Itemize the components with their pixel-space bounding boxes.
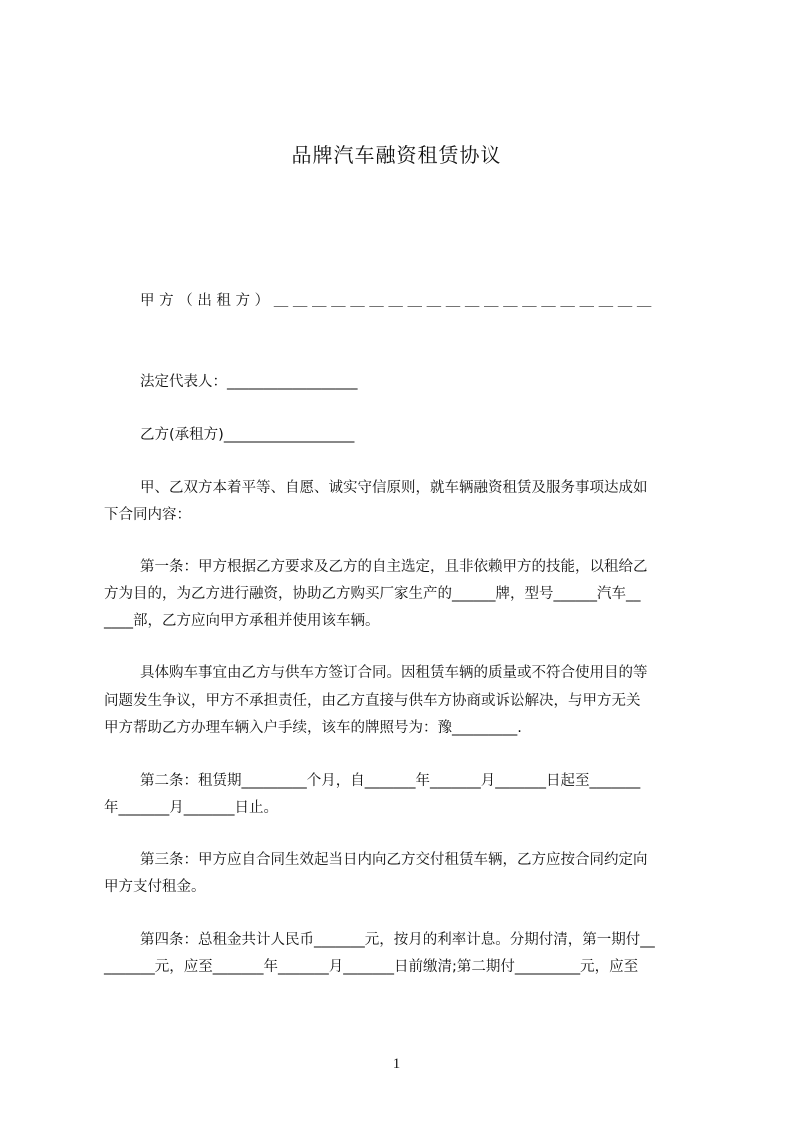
party-a-line: 甲 方 （ 出 租 方 ） ＿ ＿ ＿ ＿ ＿ ＿ ＿ ＿ ＿ ＿ ＿ ＿ ＿ ＿ ＿ ＿ ＿ ＿ ＿ ＿ — [140, 293, 652, 309]
purchase-line-3: 甲方帮助乙方办理车辆入户手续，该车的牌照号为：豫_________. — [104, 720, 522, 736]
document-title: 品牌汽车融资租赁协议 — [291, 143, 502, 167]
article3-line-1: 第三条：甲方应自合同生效起当日内向乙方交付租赁车辆，乙方应按合同约定向 — [140, 852, 648, 868]
article3-line-2: 甲方支付租金。 — [104, 879, 206, 895]
article2-line-1: 第二条：租赁期_________个月，自_______年_______月_______日起至_______ — [140, 773, 641, 789]
intro-line-1: 甲、乙双方本着平等、自愿、诚实守信原则，就车辆融资租赁及服务事项达成如 — [140, 480, 648, 496]
article4-line-1: 第四条：总租金共计人民币_______元，按月的利率计息。分期付清，第一期付__ — [140, 932, 655, 948]
article4-line-2: _______元，应至_______年_______月_______日前缴清;第二期付_________元，应至 — [104, 959, 639, 975]
article1-line-1: 第一条：甲方根据乙方要求及乙方的自主选定，且非依赖甲方的技能，以租给乙 — [140, 559, 648, 575]
article2-line-2: 年_______月_______日止。 — [104, 800, 278, 816]
page-number: 1 — [392, 1056, 401, 1072]
legal-representative-line: 法定代表人：__________________ — [140, 374, 358, 390]
article1-line-2: 方为目的，为乙方进行融资，协助乙方购买厂家生产的______牌，型号______汽车__ — [104, 586, 641, 602]
article1-line-3: ____部，乙方应向甲方承租并使用该车辆。 — [104, 613, 380, 629]
purchase-line-1: 具体购车事宜由乙方与供车方签订合同。因租赁车辆的质量或不符合使用目的等 — [140, 665, 648, 681]
party-b-line: 乙方(承租方)__________________ — [140, 427, 355, 443]
purchase-line-2: 问题发生争议，甲方不承担责任，由乙方直接与供车方协商或诉讼解决，与甲方无关 — [104, 693, 641, 709]
intro-line-2: 下合同内容： — [104, 507, 191, 523]
